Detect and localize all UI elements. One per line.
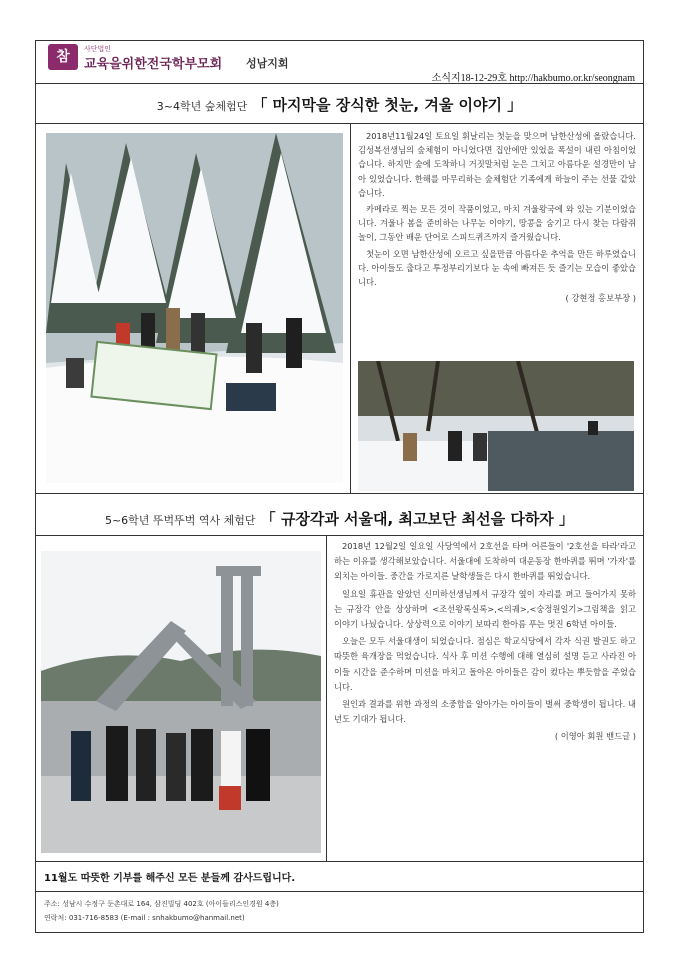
divider	[36, 123, 643, 124]
frozen-lake-photo	[358, 361, 634, 491]
section1-group: 3~4학년 숲체험단	[156, 100, 248, 113]
footer-address: 주소: 성남시 수정구 둔촌대로 164, 삼진빌딩 402호 (아이들리스인경원 4층)	[44, 900, 279, 908]
paragraph: 2018년11월24일 토요일 휘날리는 첫눈을 맞으며 남한산성에 올랐습니다. 김성복선생님의 숲체험이 아니었다면 집안에만 있었을 폭설이 내린 아침이었습니다. 하지만 숲에 도착하니 거짓말처럼 눈은 그치고 아름다운 설경만이 남아 있었습니다. 한해를 마무리하는 숲체험단 기족에게 하늘이 주는 선물 같았습니다.	[358, 131, 636, 198]
signature: ( 강현정 홍보부장 )	[565, 293, 636, 304]
section2-title-bar	[36, 508, 643, 529]
divider	[36, 493, 643, 494]
section1-title-bar	[36, 94, 643, 115]
paragraph: 원인과 결과를 위한 과정의 소중함을 알아가는 아이들이 벌써 중학생이 됩니다. 내년도 기대가 됩니다.	[334, 699, 636, 725]
divider	[36, 861, 643, 862]
paragraph: 오늘은 모두 서울대생이 되었습니다. 점심은 학교식당에서 각자 식권 발권도 하고 따뜻한 육개장을 먹었습니다. 식사 후 미션 수행에 대해 열심히 설명 듣고 사라진 아이들 시간을 준수하며 미션을 마치고 돌아온 아이들은 감이 컸다는 뿌듯함을 주었습니다.	[334, 636, 636, 692]
column-divider	[350, 123, 351, 493]
divider	[36, 83, 643, 84]
thanks-message: 11월도 따뜻한 기부를 해주신 모든 분들께 감사드립니다.	[44, 873, 296, 884]
section2-group: 5~6학년 뚜벅뚜벅 역사 체험단	[104, 514, 256, 527]
org-small-label: 사단법인	[84, 45, 112, 53]
logo-icon: 참	[48, 44, 78, 70]
issue-info: 소식지18-12-29호 http://hakbumo.or.kr/seongnam	[431, 73, 635, 84]
org-name: 교육을위한전국학부모회	[84, 56, 223, 71]
footer-contact: 연락처: 031-716-8583 (E-mail : snhakbumo@hanmail.net)	[44, 914, 245, 922]
section1-text	[358, 129, 636, 305]
branch-name: 성남지회	[246, 57, 289, 70]
column-divider	[326, 535, 327, 861]
paragraph: 카메라로 찍는 모든 것이 작품이었고, 마치 겨울왕국에 와 있는 기분이었습니다. 겨울나 봄을 준비하는 나무눈 이야기, 땅콩을 숨기고 다시 찾는 다람쥐놀이, 그동안 배운 단어로 스피드퀴즈까지 즐거웠습니다.	[358, 204, 636, 243]
header	[36, 41, 643, 83]
section2-text	[334, 539, 636, 745]
signature: ( 이영아 회원 밴드글 )	[554, 731, 636, 742]
snow-group-photo	[46, 133, 343, 483]
newsletter-page	[35, 40, 644, 933]
paragraph: 2018년 12월2일 일요일 사당역에서 2호선을 타며 어른들이 '2호선을 타라'라고 하는 이유를 생각해보았습니다. 서울대에 도착하여 대운동장 한바퀴를 뛰며 '가자'를 외치는 아이들. 중간을 가로지른 날학생들은 다시 한바퀴를 뛰었습니다.	[334, 541, 636, 582]
divider	[36, 891, 643, 892]
divider	[36, 535, 643, 536]
section1-title: 「 마지막을 장식한 첫눈, 겨울 이야기 」	[252, 96, 523, 114]
paragraph: 일요일 휴관을 알았던 신미하선생님께서 규장각 옆이 자리를 펴고 들어가지 못하는 규장각 안을 상상하며 <조선왕록실록>,<의궤>,<숭정원일기>그림책을 읽고 이야기 나눴습니다. 상상력으로 이야기 보따리 한아름 푸는 멋진 6학년 아이들.	[334, 588, 636, 630]
section2-title: 「 규장각과 서울대, 최고보단 최선을 다하자 」	[260, 510, 575, 528]
paragraph: 첫눈이 오면 남한산성에 오르고 싶을만큼 아름다운 추억을 만든 하루였습니다. 아이들도 춥다고 투정부리기보다 눈 속에 빠져든 듯 즐기는 모습이 좋았습니다.	[358, 248, 636, 288]
university-gate-photo	[41, 551, 321, 853]
